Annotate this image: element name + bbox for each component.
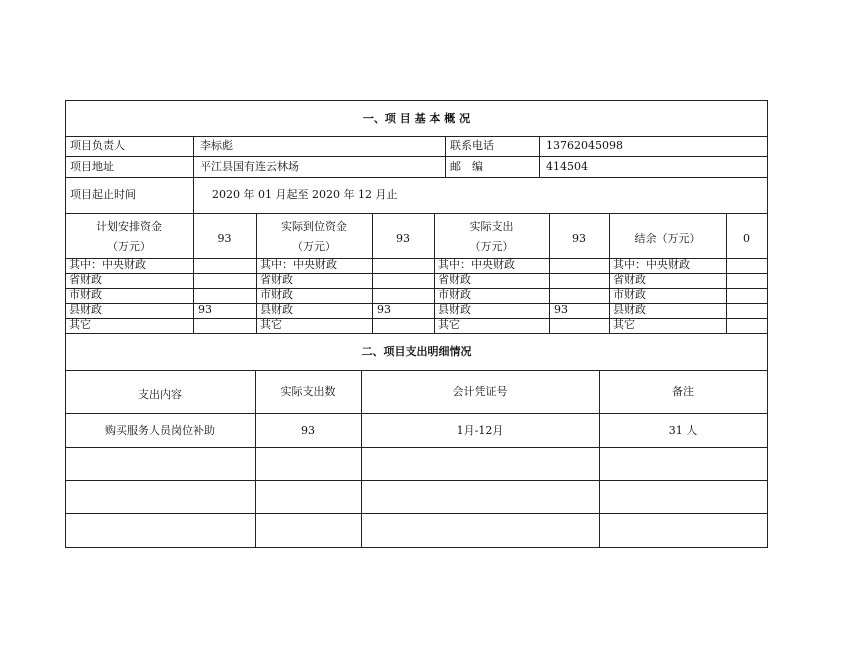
address-value: 平江县国有连云林场 [200, 160, 299, 173]
rule [65, 136, 768, 137]
arrived-funds-value: 93 [396, 232, 410, 245]
arrived-county-value: 93 [377, 303, 391, 316]
rule [193, 213, 194, 333]
header-voucher-no: 会计凭证号 [452, 385, 508, 398]
detail-cell: 1月-12月 [456, 424, 504, 437]
rule [65, 273, 768, 274]
planned-funds-label: 计划安排资金 [96, 220, 162, 233]
rule [65, 177, 768, 178]
owner-value: 李标彪 [200, 139, 233, 152]
rule [372, 213, 373, 333]
rule [549, 213, 550, 333]
spent-county-value: 93 [554, 303, 568, 316]
rule [65, 100, 768, 101]
section-2-title: 二、项目支出明细情况 [361, 345, 472, 358]
breakdown-label: 其它 [438, 318, 460, 331]
header-remarks: 备注 [672, 385, 694, 398]
rule [445, 136, 446, 177]
breakdown-label: 其它 [69, 318, 91, 331]
rule [767, 100, 768, 547]
rule [65, 333, 768, 334]
breakdown-label: 其它 [260, 318, 282, 331]
balance-label: 结余（万元） [634, 232, 701, 245]
rule [65, 303, 768, 304]
detail-cell: 31 人 [668, 424, 698, 437]
arrived-funds-unit: （万元） [292, 240, 336, 253]
detail-cell: 购买服务人员岗位补助 [105, 424, 215, 437]
zip-label: 邮 编 [450, 160, 483, 173]
breakdown-label: 县财政 [438, 303, 471, 316]
breakdown-label: 省财政 [260, 273, 293, 286]
rule [539, 136, 540, 177]
breakdown-label: 其中：中央财政 [260, 258, 337, 271]
breakdown-label: 其中：中央财政 [438, 258, 515, 271]
rule [609, 213, 610, 333]
planned-funds-unit: （万元） [107, 240, 151, 253]
breakdown-label: 其中：中央财政 [613, 258, 690, 271]
spent-funds-unit: （万元） [469, 240, 514, 253]
section-1-title: 一、项 目 基 本 概 况 [362, 112, 471, 125]
balance-value: 0 [743, 232, 750, 245]
header-expense-content: 支出内容 [138, 388, 182, 401]
rule [65, 547, 768, 548]
breakdown-label: 县财政 [613, 303, 646, 316]
breakdown-label: 省财政 [613, 273, 646, 286]
period-value: 2020 年 01 月起至 2020 年 12 月止 [212, 188, 398, 201]
rule [65, 413, 768, 414]
period-label: 项目起止时间 [70, 188, 136, 201]
rule [65, 213, 768, 214]
arrived-funds-label: 实际到位资金 [281, 220, 347, 233]
breakdown-label: 省财政 [438, 273, 471, 286]
breakdown-label: 市财政 [260, 288, 293, 301]
phone-value: 13762045098 [546, 139, 623, 152]
spent-funds-label: 实际支出 [469, 220, 514, 233]
breakdown-label: 市财政 [613, 288, 646, 301]
rule [65, 318, 768, 319]
rule [65, 513, 768, 514]
rule [65, 480, 768, 481]
planned-funds-value: 93 [217, 232, 232, 245]
breakdown-label: 省财政 [69, 273, 102, 286]
rule [65, 288, 768, 289]
phone-label: 联系电话 [450, 139, 494, 152]
breakdown-label: 其中：中央财政 [69, 258, 146, 271]
owner-label: 项目负责人 [70, 139, 125, 152]
rule [193, 136, 194, 213]
breakdown-label: 市财政 [438, 288, 471, 301]
breakdown-label: 县财政 [69, 303, 102, 316]
zip-value: 414504 [546, 160, 588, 173]
rule [726, 213, 727, 333]
address-label: 项目地址 [70, 160, 114, 173]
breakdown-label: 其它 [613, 318, 635, 331]
detail-cell: 93 [301, 424, 315, 437]
rule [65, 447, 768, 448]
header-actual-amount: 实际支出数 [280, 385, 336, 398]
breakdown-label: 县财政 [260, 303, 293, 316]
rule [65, 156, 768, 157]
rule [65, 370, 768, 371]
planned-county-value: 93 [198, 303, 212, 316]
rule [65, 100, 66, 547]
breakdown-label: 市财政 [69, 288, 102, 301]
spent-funds-value: 93 [572, 232, 586, 245]
